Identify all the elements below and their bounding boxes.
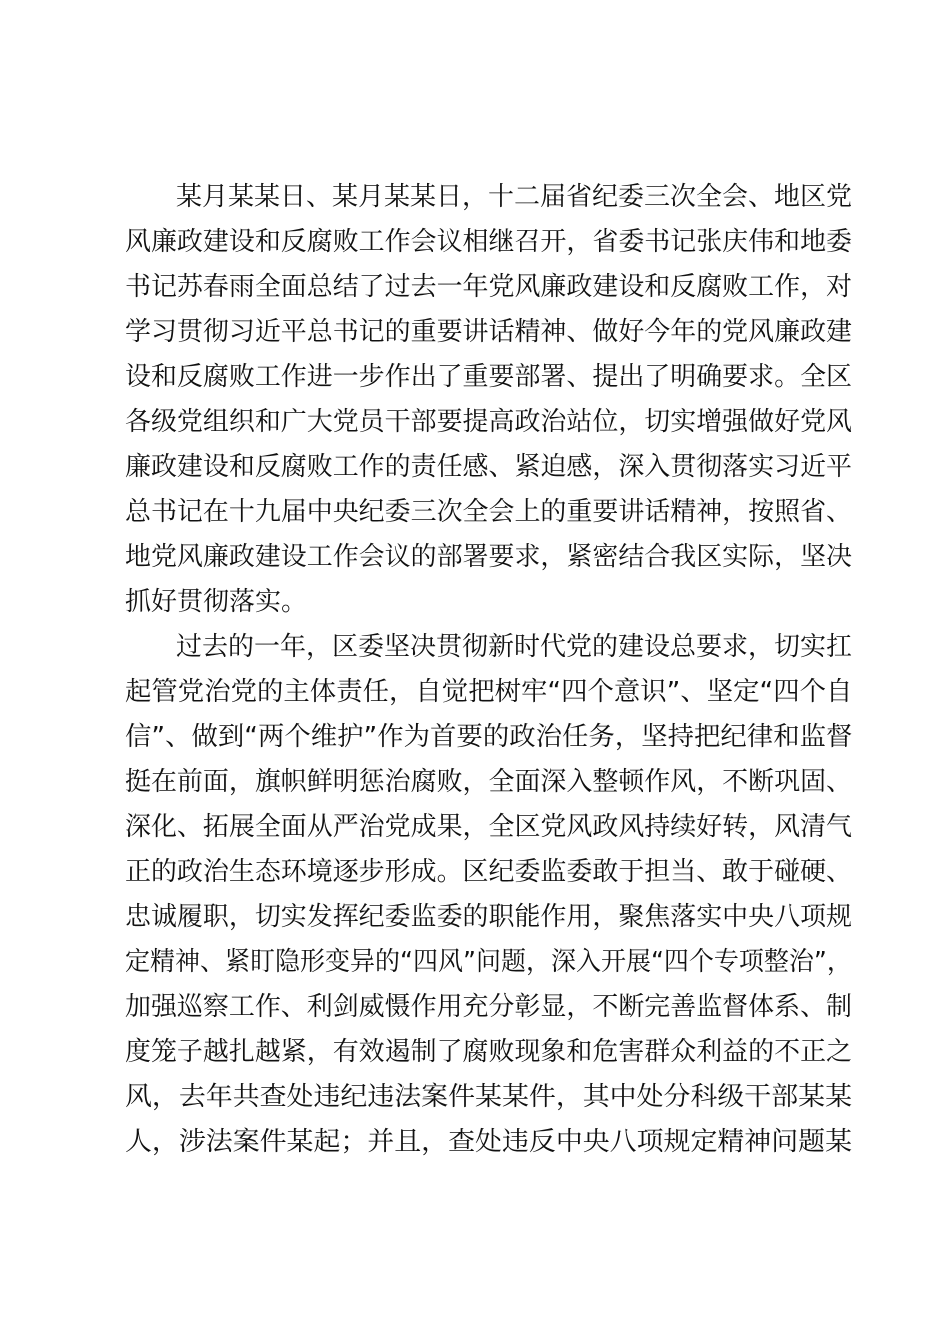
text-line: 深化、拓展全面从严治党成果，全区党风政风持续好转，风清气 (125, 812, 853, 842)
text-line: 风，去年共查处违纪违法案件某某件，其中处分科级干部某某 (125, 1082, 853, 1112)
text-line: 设和反腐败工作进一步作出了重要部署、提出了明确要求。全区 (125, 362, 853, 392)
text-line: 风廉政建设和反腐败工作会议相继召开，省委书记张庆伟和地委 (125, 227, 853, 257)
text-line: 学习贯彻习近平总书记的重要讲话精神、做好今年的党风廉政建 (125, 317, 853, 347)
text-line: 抓好贯彻落实。 (125, 587, 308, 617)
text-line: 加强巡察工作、利剑威慑作用充分彰显，不断完善监督体系、制 (125, 992, 853, 1022)
text-line: 各级党组织和广大党员干部要提高政治站位，切实增强做好党风 (125, 407, 853, 437)
text-line: 书记苏春雨全面总结了过去一年党风廉政建设和反腐败工作，对 (125, 272, 853, 302)
text-line: 度笼子越扎越紧，有效遏制了腐败现象和危害群众利益的不正之 (125, 1037, 853, 1067)
text-line: 忠诚履职，切实发挥纪委监委的职能作用，聚焦落实中央八项规 (125, 902, 853, 932)
text-line: 挺在前面，旗帜鲜明惩治腐败，全面深入整顿作风，不断巩固、 (125, 767, 853, 797)
text-line: 正的政治生态环境逐步形成。区纪委监委敢于担当、敢于碰硬、 (125, 857, 853, 887)
text-line: 总书记在十九届中央纪委三次全会上的重要讲话精神，按照省、 (125, 497, 853, 527)
text-line: 过去的一年，区委坚决贯彻新时代党的建设总要求，切实扛 (176, 632, 853, 662)
text-line: 人，涉法案件某起；并且，查处违反中央八项规定精神问题某 (125, 1127, 853, 1157)
text-line: 起管党治党的主体责任，自觉把树牢“四个意识”、坚定“四个自 (125, 677, 853, 707)
text-line: 廉政建设和反腐败工作的责任感、紧迫感，深入贯彻落实习近平 (125, 452, 853, 482)
text-line: 定精神、紧盯隐形变异的“四风”问题，深入开展“四个专项整治”， (125, 947, 852, 977)
text-line: 信”、做到“两个维护”作为首要的政治任务，坚持把纪律和监督 (125, 722, 853, 752)
text-line: 地党风廉政建设工作会议的部署要求，紧密结合我区实际，坚决 (125, 542, 853, 572)
text-line: 某月某某日、某月某某日，十二届省纪委三次全会、地区党 (176, 182, 853, 212)
